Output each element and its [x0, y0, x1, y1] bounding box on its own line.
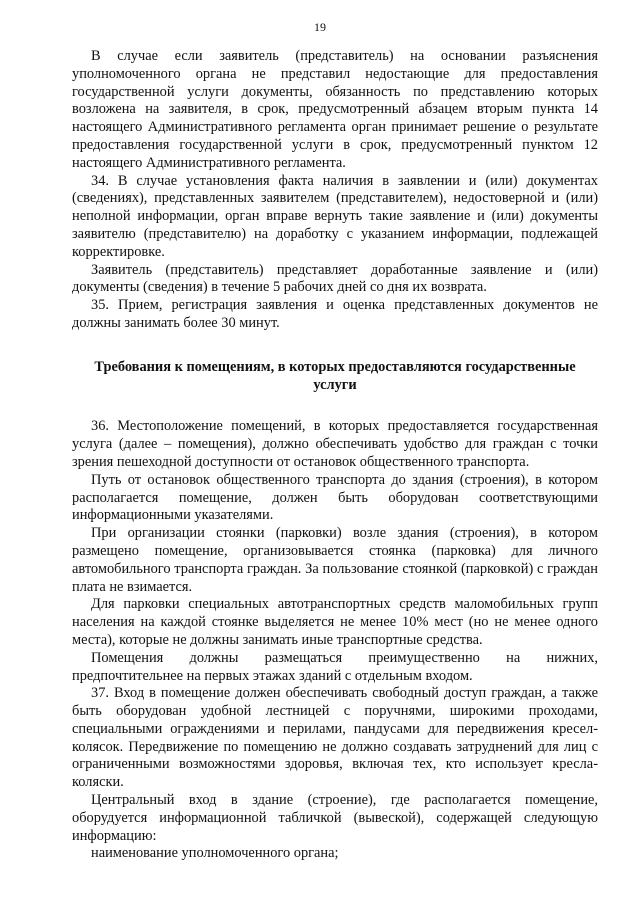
paragraph-36-floors: Помещения должны размещаться преимущественно на нижних, предпочтительнее на первых этажах зданий с отдельным входом. [72, 649, 598, 684]
paragraph-35: 35. Прием, регистрация заявления и оценка представленных документов не должны занимать более 30 минут. [72, 297, 598, 331]
section-heading: Требования к помещениям, в которых предоставляются государственные услуги [94, 358, 576, 393]
paragraph-36-disabled-parking: Для парковки специальных автотранспортных средств маломобильных групп населения на каждой стоянке выделяется не менее 10% мест (но не менее одного места), которые не должны занимать иные транспортные средства. [72, 596, 598, 648]
paragraph-36-parking: При организации стоянки (парковки) возле здания (строения), в котором размещено помещение, организовывается стоянка (парковка) для личного автомобильного транспорта граждан. За пользование стоянкой (парковкой) с граждан плата не взимается. [72, 525, 598, 595]
paragraph-37: 37. Вход в помещение должен обеспечивать свободный доступ граждан, а также быть оборудован удобной лестницей с поручнями, широкими проходами, специальными ограждениями и перилами, пандусами для передвижения кресел-колясок. Передвижение по помещению не должно создавать затруднений для лиц с ограниченными возможностями здоровья, включая тех, кто использует кресла-коляски. [72, 685, 598, 791]
page-number: 19 [314, 20, 326, 34]
paragraph-34-resubmission: Заявитель (представитель) представляет доработанные заявление и (или) документы (сведения) в течение 5 рабочих дней со дня их возврата. [72, 261, 598, 296]
paragraph-36: 36. Местоположение помещений, в которых предоставляется государственная услуга (далее – помещения), должно обеспечивать удобство для граждан с точки зрения пешеходной доступности от остановок общественного транспорта. [72, 418, 598, 470]
paragraph-36-route: Путь от остановок общественного транспорта до здания (строения), в котором располагается помещение, должен быть оборудован соответствующими информационными указателями. [72, 471, 598, 524]
paragraph-37-list-item: наименование уполномоченного органа; [91, 845, 339, 862]
paragraph-37-entrance: Центральный вход в здание (строение), где располагается помещение, оборудуется информационной табличкой (вывеской), содержащей следующую информацию: [72, 792, 598, 844]
paragraph-missing-documents: В случае если заявитель (представитель) на основании разъяснения уполномоченного органа не представил недостающие для предоставления государственной услуги документы, обязанность по представлению которых возложена на заявителя, в срок, предусмотренный абзацем вторым пункта 14 настоящего Административного регламента орган принимает решение о результате предоставления государственной услуги в срок, предусмотренный пунктом 12 настоящего Административного регламента. [72, 48, 598, 171]
document-body [72, 48, 598, 863]
paragraph-34: 34. В случае установления факта наличия в заявлении и (или) документах (сведениях), представленных заявителем (представителем), недостоверной и (или) неполной информации, орган вправе вернуть такие заявление и (или) документы заявителю (представителю) на доработку с указанием информации, подлежащей корректировке. [72, 172, 598, 260]
